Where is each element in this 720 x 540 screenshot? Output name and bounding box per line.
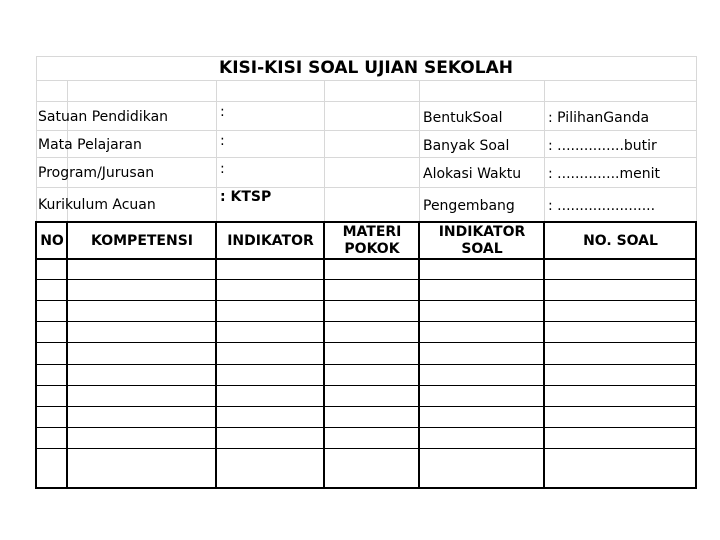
table-row-line xyxy=(35,300,697,301)
info-value-pengembang: : ...................... xyxy=(548,198,656,214)
info-label-banyak-soal: Banyak Soal xyxy=(423,138,510,154)
table-row-line xyxy=(35,385,697,386)
info-label-mata-pelajaran: Mata Pelajaran xyxy=(38,137,142,153)
column-header-indikator-soal-line2: SOAL xyxy=(461,241,503,257)
table-row-line xyxy=(35,448,697,449)
grid-line xyxy=(419,80,420,222)
table-column-line xyxy=(323,221,325,489)
column-header-indikator: INDIKATOR xyxy=(227,233,314,249)
table-border-top xyxy=(35,221,697,223)
column-header-no: NO xyxy=(40,233,64,249)
grid-line xyxy=(544,80,545,222)
table-column-line xyxy=(66,221,68,489)
table-row-line xyxy=(35,279,697,280)
table-column-line xyxy=(215,221,217,489)
info-value-alokasi-waktu: : ..............menit xyxy=(548,166,660,182)
info-label-program-jurusan: Program/Jurusan xyxy=(38,165,155,181)
grid-line xyxy=(36,187,696,188)
table-row-line xyxy=(35,364,697,365)
info-label-kurikulum-acuan: Kurikulum Acuan xyxy=(38,197,156,213)
grid-line xyxy=(324,80,325,222)
grid-line xyxy=(696,56,697,222)
info-value-mata-pelajaran: : xyxy=(220,133,225,149)
info-label-bentuk-soal: BentukSoal xyxy=(423,110,503,126)
table-header-bottom xyxy=(35,258,697,260)
info-value-banyak-soal: : ...............butir xyxy=(548,138,657,154)
info-value-satuan-pendidikan: : xyxy=(220,104,225,120)
table-column-line xyxy=(543,221,545,489)
grid-line xyxy=(36,130,696,131)
info-value-program-jurusan: : xyxy=(220,161,225,177)
table-row-line xyxy=(35,342,697,343)
grid-line xyxy=(36,56,37,222)
table-column-line xyxy=(418,221,420,489)
table-row-line xyxy=(35,406,697,407)
sheet-title: KISI-KISI SOAL UJIAN SEKOLAH xyxy=(219,58,513,78)
column-header-kompetensi: KOMPETENSI xyxy=(91,233,193,249)
table-border-bottom xyxy=(35,487,697,489)
table-row-line xyxy=(35,427,697,428)
grid-line xyxy=(36,80,696,81)
table-border-right xyxy=(695,221,697,489)
info-label-alokasi-waktu: Alokasi Waktu xyxy=(423,166,522,182)
table-border-left xyxy=(35,221,37,489)
info-label-pengembang: Pengembang xyxy=(423,198,515,214)
column-header-no-soal: NO. SOAL xyxy=(583,233,658,249)
info-value-kurikulum-acuan: : KTSP xyxy=(220,189,272,205)
grid-line xyxy=(36,101,696,102)
grid-line xyxy=(216,80,217,222)
info-value-bentuk-soal: : PilihanGanda xyxy=(548,110,650,126)
column-header-materi-line2: POKOK xyxy=(344,241,400,257)
table-row-line xyxy=(35,321,697,322)
info-label-satuan-pendidikan: Satuan Pendidikan xyxy=(38,109,169,125)
grid-line xyxy=(36,157,696,158)
column-header-materi-line1: MATERI xyxy=(342,224,402,240)
grid-line xyxy=(36,56,696,57)
column-header-indikator-soal-line1: INDIKATOR xyxy=(438,224,526,240)
